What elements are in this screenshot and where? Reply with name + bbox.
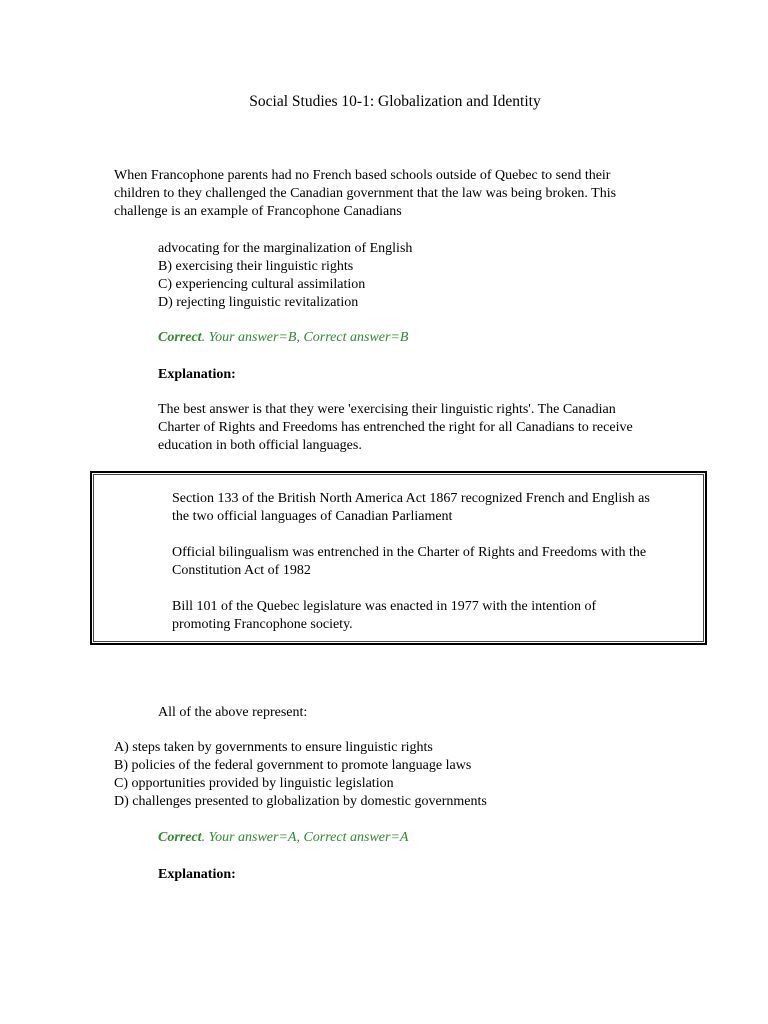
source-item-1 <box>172 490 702 526</box>
question-2-result <box>158 829 408 847</box>
question-1-stem-line: challenge is an example of Francophone Canadians <box>114 204 402 219</box>
source-item-2-line: Official bilingualism was entrenched in the Charter of Rights and Freedoms with the <box>172 545 647 560</box>
question-1-result-label: Correct <box>158 330 202 345</box>
question-1-stem-line: When Francophone parents had no French based schools outside of Quebec to send their <box>114 168 611 183</box>
question-1-option-a: advocating for the marginalization of English <box>158 241 413 256</box>
question-1-option-d: D) rejecting linguistic revitalization <box>158 295 359 310</box>
source-item-1-line: the two official languages of Canadian Parliament <box>172 509 453 524</box>
question-2-option-d: D) challenges presented to globalization by domestic governments <box>114 794 487 809</box>
question-2-explanation-label: Explanation: <box>158 867 236 882</box>
question-2-option-c: C) opportunities provided by linguistic legislation <box>114 776 394 791</box>
question-1-options <box>158 240 412 312</box>
question-1-explanation-line: The best answer is that they were 'exercising their linguistic rights'. The Canadian <box>158 402 616 417</box>
question-2-stem: All of the above represent: <box>158 705 308 720</box>
question-2-option-a: A) steps taken by governments to ensure linguistic rights <box>114 740 433 755</box>
source-item-3-line: Bill 101 of the Quebec legislature was enacted in 1977 with the intention of <box>172 599 597 614</box>
question-1-option-b: B) exercising their linguistic rights <box>158 259 354 274</box>
question-1-result-text: . Your answer=B, Correct answer=B <box>201 330 409 345</box>
question-1-explanation-line: Charter of Rights and Freedoms has entrenched the right for all Canadians to receive <box>158 420 633 435</box>
source-item-1-line: Section 133 of the British North America Act 1867 recognized French and English as <box>172 491 650 506</box>
question-2-options <box>114 739 487 811</box>
question-2-result-text: . Your answer=A, Correct answer=A <box>201 830 409 845</box>
question-1-stem <box>114 167 674 221</box>
source-item-3 <box>172 598 702 634</box>
question-1-explanation-label: Explanation: <box>158 367 236 382</box>
source-item-3-line: promoting Francophone society. <box>172 617 353 632</box>
question-1-stem-line: children to they challenged the Canadian government that the law was being broken. This <box>114 186 617 201</box>
document-title: Social Studies 10-1: Globalization and Identity <box>249 93 541 110</box>
question-1-explanation <box>158 401 698 455</box>
question-2-result-label: Correct <box>158 830 202 845</box>
question-1-explanation-line: education in both official languages. <box>158 438 362 453</box>
source-box <box>90 471 707 645</box>
question-1-option-c: C) experiencing cultural assimilation <box>158 277 366 292</box>
source-item-2 <box>172 544 702 580</box>
source-item-2-line: Constitution Act of 1982 <box>172 563 311 578</box>
question-2-option-b: B) policies of the federal government to promote language laws <box>114 758 472 773</box>
question-1-result <box>158 329 408 347</box>
